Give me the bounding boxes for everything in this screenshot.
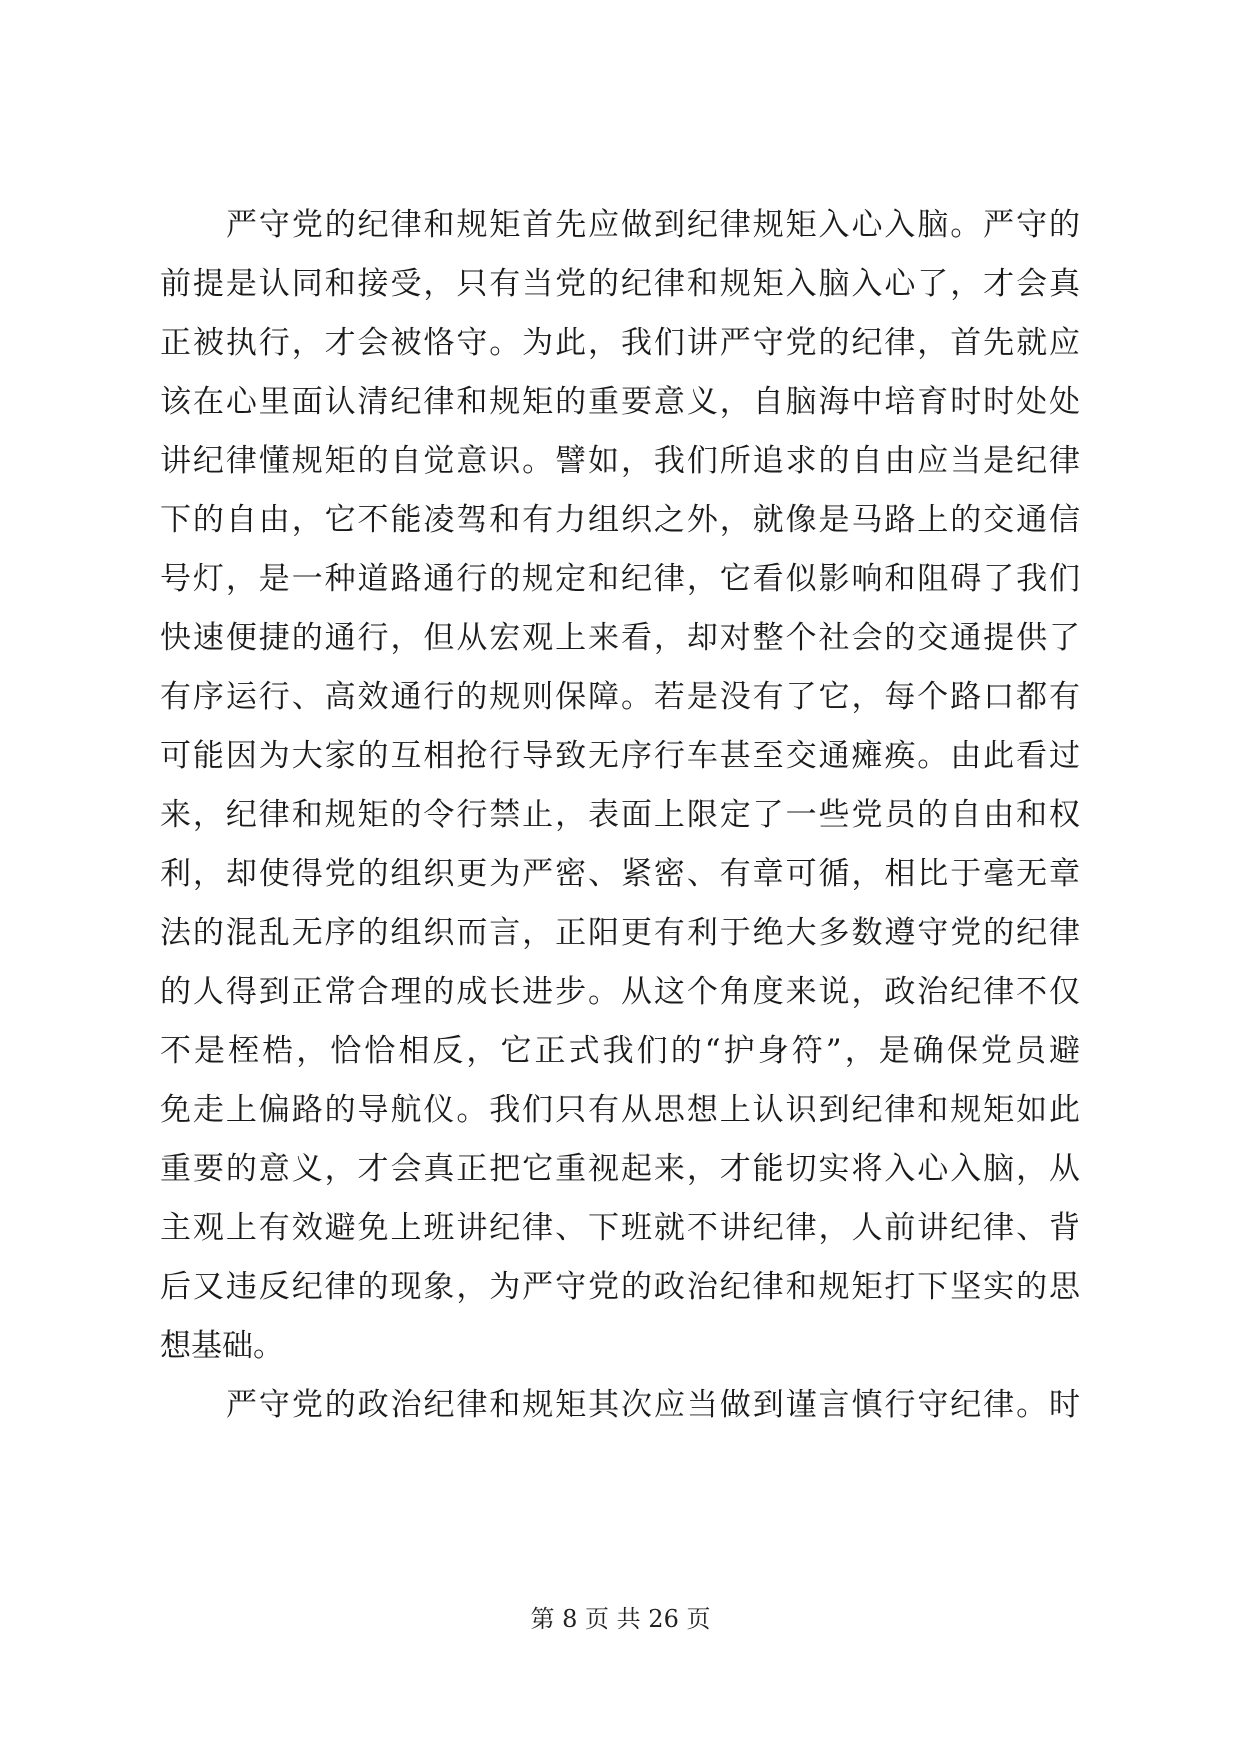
paragraph-line: 重要的意义，才会真正把它重视起来，才能切实将入心入脑，从 xyxy=(160,1151,1080,1187)
paragraph-line: 法的混乱无序的组织而言，正阳更有利于绝大多数遵守党的纪律 xyxy=(160,915,1080,951)
paragraph-line: 严守党的纪律和规矩首先应做到纪律规矩入心入脑。严守的 xyxy=(226,207,1080,243)
paragraph-line: 利，却使得党的组织更为严密、紧密、有章可循，相比于毫无章 xyxy=(160,856,1080,892)
paragraph-line: 讲纪律懂规矩的自觉意识。譬如，我们所追求的自由应当是纪律 xyxy=(160,443,1080,479)
paragraph-2 xyxy=(160,1376,1080,1435)
paragraph-line: 严守党的政治纪律和规矩其次应当做到谨言慎行守纪律。时 xyxy=(226,1387,1080,1423)
paragraph-line: 该在心里面认清纪律和规矩的重要意义，自脑海中培育时时处处 xyxy=(160,384,1080,420)
paragraph-line: 想基础。 xyxy=(160,1328,284,1364)
paragraph-line: 后又违反纪律的现象，为严守党的政治纪律和规矩打下坚实的思 xyxy=(160,1269,1080,1305)
paragraph-line: 号灯，是一种道路通行的规定和纪律，它看似影响和阻碍了我们 xyxy=(160,561,1080,597)
paragraph-1 xyxy=(160,196,1080,1376)
paragraph-line: 不是桎梏，恰恰相反，它正式我们的“护身符”，是确保党员避 xyxy=(160,1033,1080,1069)
paragraph-line: 正被执行，才会被恪守。为此，我们讲严守党的纪律，首先就应 xyxy=(160,325,1080,361)
paragraph-line: 可能因为大家的互相抢行导致无序行车甚至交通瘫痪。由此看过 xyxy=(160,738,1080,774)
paragraph-line: 有序运行、高效通行的规则保障。若是没有了它，每个路口都有 xyxy=(160,679,1080,715)
document-body xyxy=(160,196,1080,1435)
paragraph-line: 主观上有效避免上班讲纪律、下班就不讲纪律，人前讲纪律、背 xyxy=(160,1210,1080,1246)
page-number-footer: 第 8 页 共 26 页 xyxy=(530,1605,711,1633)
paragraph-line: 下的自由，它不能凌驾和有力组织之外，就像是马路上的交通信 xyxy=(160,502,1080,538)
paragraph-line: 免走上偏路的导航仪。我们只有从思想上认识到纪律和规矩如此 xyxy=(160,1092,1080,1128)
paragraph-line: 来，纪律和规矩的令行禁止，表面上限定了一些党员的自由和权 xyxy=(160,797,1080,833)
paragraph-line: 的人得到正常合理的成长进步。从这个角度来说，政治纪律不仅 xyxy=(160,974,1080,1010)
paragraph-line: 前提是认同和接受，只有当党的纪律和规矩入脑入心了，才会真 xyxy=(160,266,1080,302)
paragraph-line: 快速便捷的通行，但从宏观上来看，却对整个社会的交通提供了 xyxy=(160,620,1080,656)
